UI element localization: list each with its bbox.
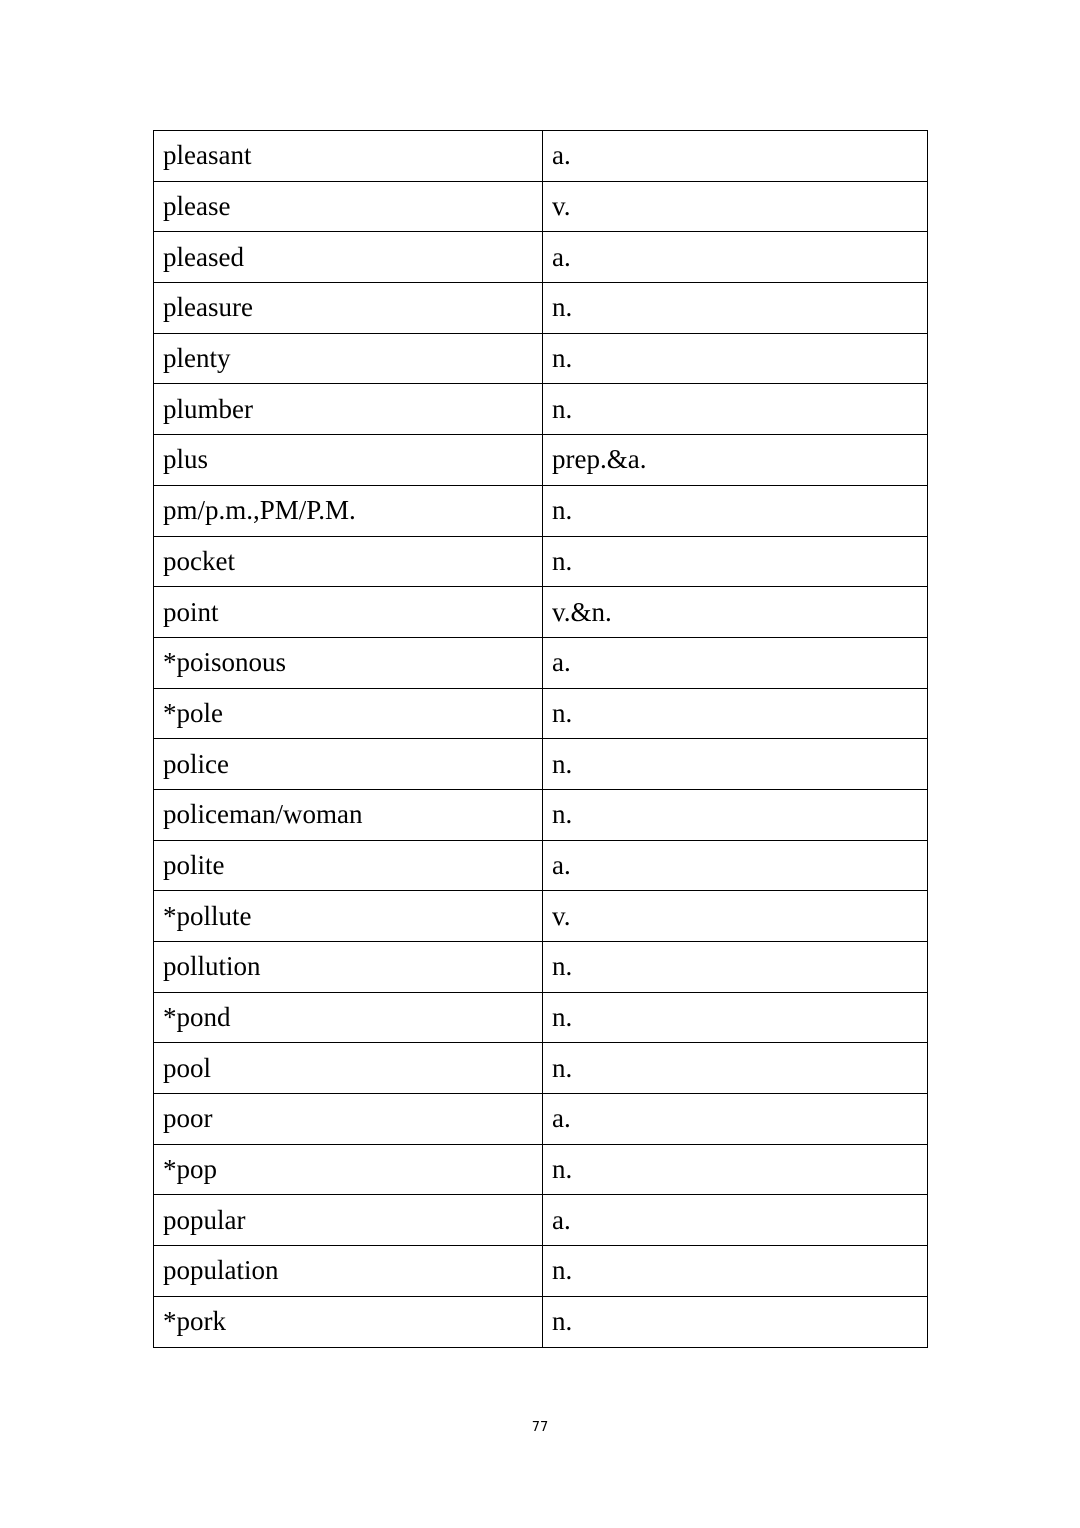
- part-of-speech-cell: n.: [543, 992, 928, 1043]
- word-cell: *pork: [154, 1296, 543, 1347]
- part-of-speech-cell: a.: [543, 232, 928, 283]
- page-number: 77: [531, 1420, 549, 1435]
- word-cell: policeman/woman: [154, 789, 543, 840]
- vocabulary-table: [153, 130, 928, 1348]
- table-row: [154, 1195, 928, 1246]
- table-row: [154, 485, 928, 536]
- table-row: [154, 536, 928, 587]
- table-row: [154, 283, 928, 334]
- part-of-speech-cell: n.: [543, 739, 928, 790]
- word-cell: police: [154, 739, 543, 790]
- table-row: [154, 1094, 928, 1145]
- part-of-speech-cell: a.: [543, 1094, 928, 1145]
- part-of-speech-cell: v.: [543, 181, 928, 232]
- word-cell: population: [154, 1246, 543, 1297]
- part-of-speech-cell: v.&n.: [543, 587, 928, 638]
- table-row: [154, 891, 928, 942]
- table-row: [154, 840, 928, 891]
- word-cell: pocket: [154, 536, 543, 587]
- word-cell: plumber: [154, 384, 543, 435]
- part-of-speech-cell: n.: [543, 1246, 928, 1297]
- table-row: [154, 942, 928, 993]
- table-row: [154, 232, 928, 283]
- table-row: [154, 789, 928, 840]
- table-row: [154, 131, 928, 182]
- word-cell: poor: [154, 1094, 543, 1145]
- table-row: [154, 384, 928, 435]
- part-of-speech-cell: n.: [543, 333, 928, 384]
- word-cell: plenty: [154, 333, 543, 384]
- word-cell: *poisonous: [154, 637, 543, 688]
- word-cell: pleased: [154, 232, 543, 283]
- word-cell: *pollute: [154, 891, 543, 942]
- word-cell: pm/p.m.,PM/P.M.: [154, 485, 543, 536]
- word-cell: plus: [154, 435, 543, 486]
- table-row: [154, 739, 928, 790]
- part-of-speech-cell: n.: [543, 485, 928, 536]
- table-row: [154, 1296, 928, 1347]
- word-cell: *pole: [154, 688, 543, 739]
- table-row: [154, 587, 928, 638]
- part-of-speech-cell: a.: [543, 840, 928, 891]
- word-cell: point: [154, 587, 543, 638]
- vocabulary-table-body: [154, 131, 928, 1348]
- table-row: [154, 435, 928, 486]
- word-cell: popular: [154, 1195, 543, 1246]
- part-of-speech-cell: a.: [543, 1195, 928, 1246]
- word-cell: pleasure: [154, 283, 543, 334]
- table-row: [154, 688, 928, 739]
- table-row: [154, 1144, 928, 1195]
- part-of-speech-cell: n.: [543, 536, 928, 587]
- word-cell: polite: [154, 840, 543, 891]
- part-of-speech-cell: n.: [543, 942, 928, 993]
- word-cell: please: [154, 181, 543, 232]
- part-of-speech-cell: n.: [543, 1144, 928, 1195]
- part-of-speech-cell: n.: [543, 283, 928, 334]
- table-row: [154, 1246, 928, 1297]
- word-cell: pleasant: [154, 131, 543, 182]
- table-row: [154, 333, 928, 384]
- word-cell: *pond: [154, 992, 543, 1043]
- table-row: [154, 637, 928, 688]
- table-row: [154, 992, 928, 1043]
- part-of-speech-cell: a.: [543, 637, 928, 688]
- part-of-speech-cell: n.: [543, 1043, 928, 1094]
- part-of-speech-cell: n.: [543, 688, 928, 739]
- word-cell: pollution: [154, 942, 543, 993]
- part-of-speech-cell: n.: [543, 1296, 928, 1347]
- part-of-speech-cell: n.: [543, 789, 928, 840]
- word-cell: pool: [154, 1043, 543, 1094]
- part-of-speech-cell: v.: [543, 891, 928, 942]
- part-of-speech-cell: n.: [543, 384, 928, 435]
- word-cell: *pop: [154, 1144, 543, 1195]
- part-of-speech-cell: a.: [543, 131, 928, 182]
- part-of-speech-cell: prep.&a.: [543, 435, 928, 486]
- table-row: [154, 1043, 928, 1094]
- table-row: [154, 181, 928, 232]
